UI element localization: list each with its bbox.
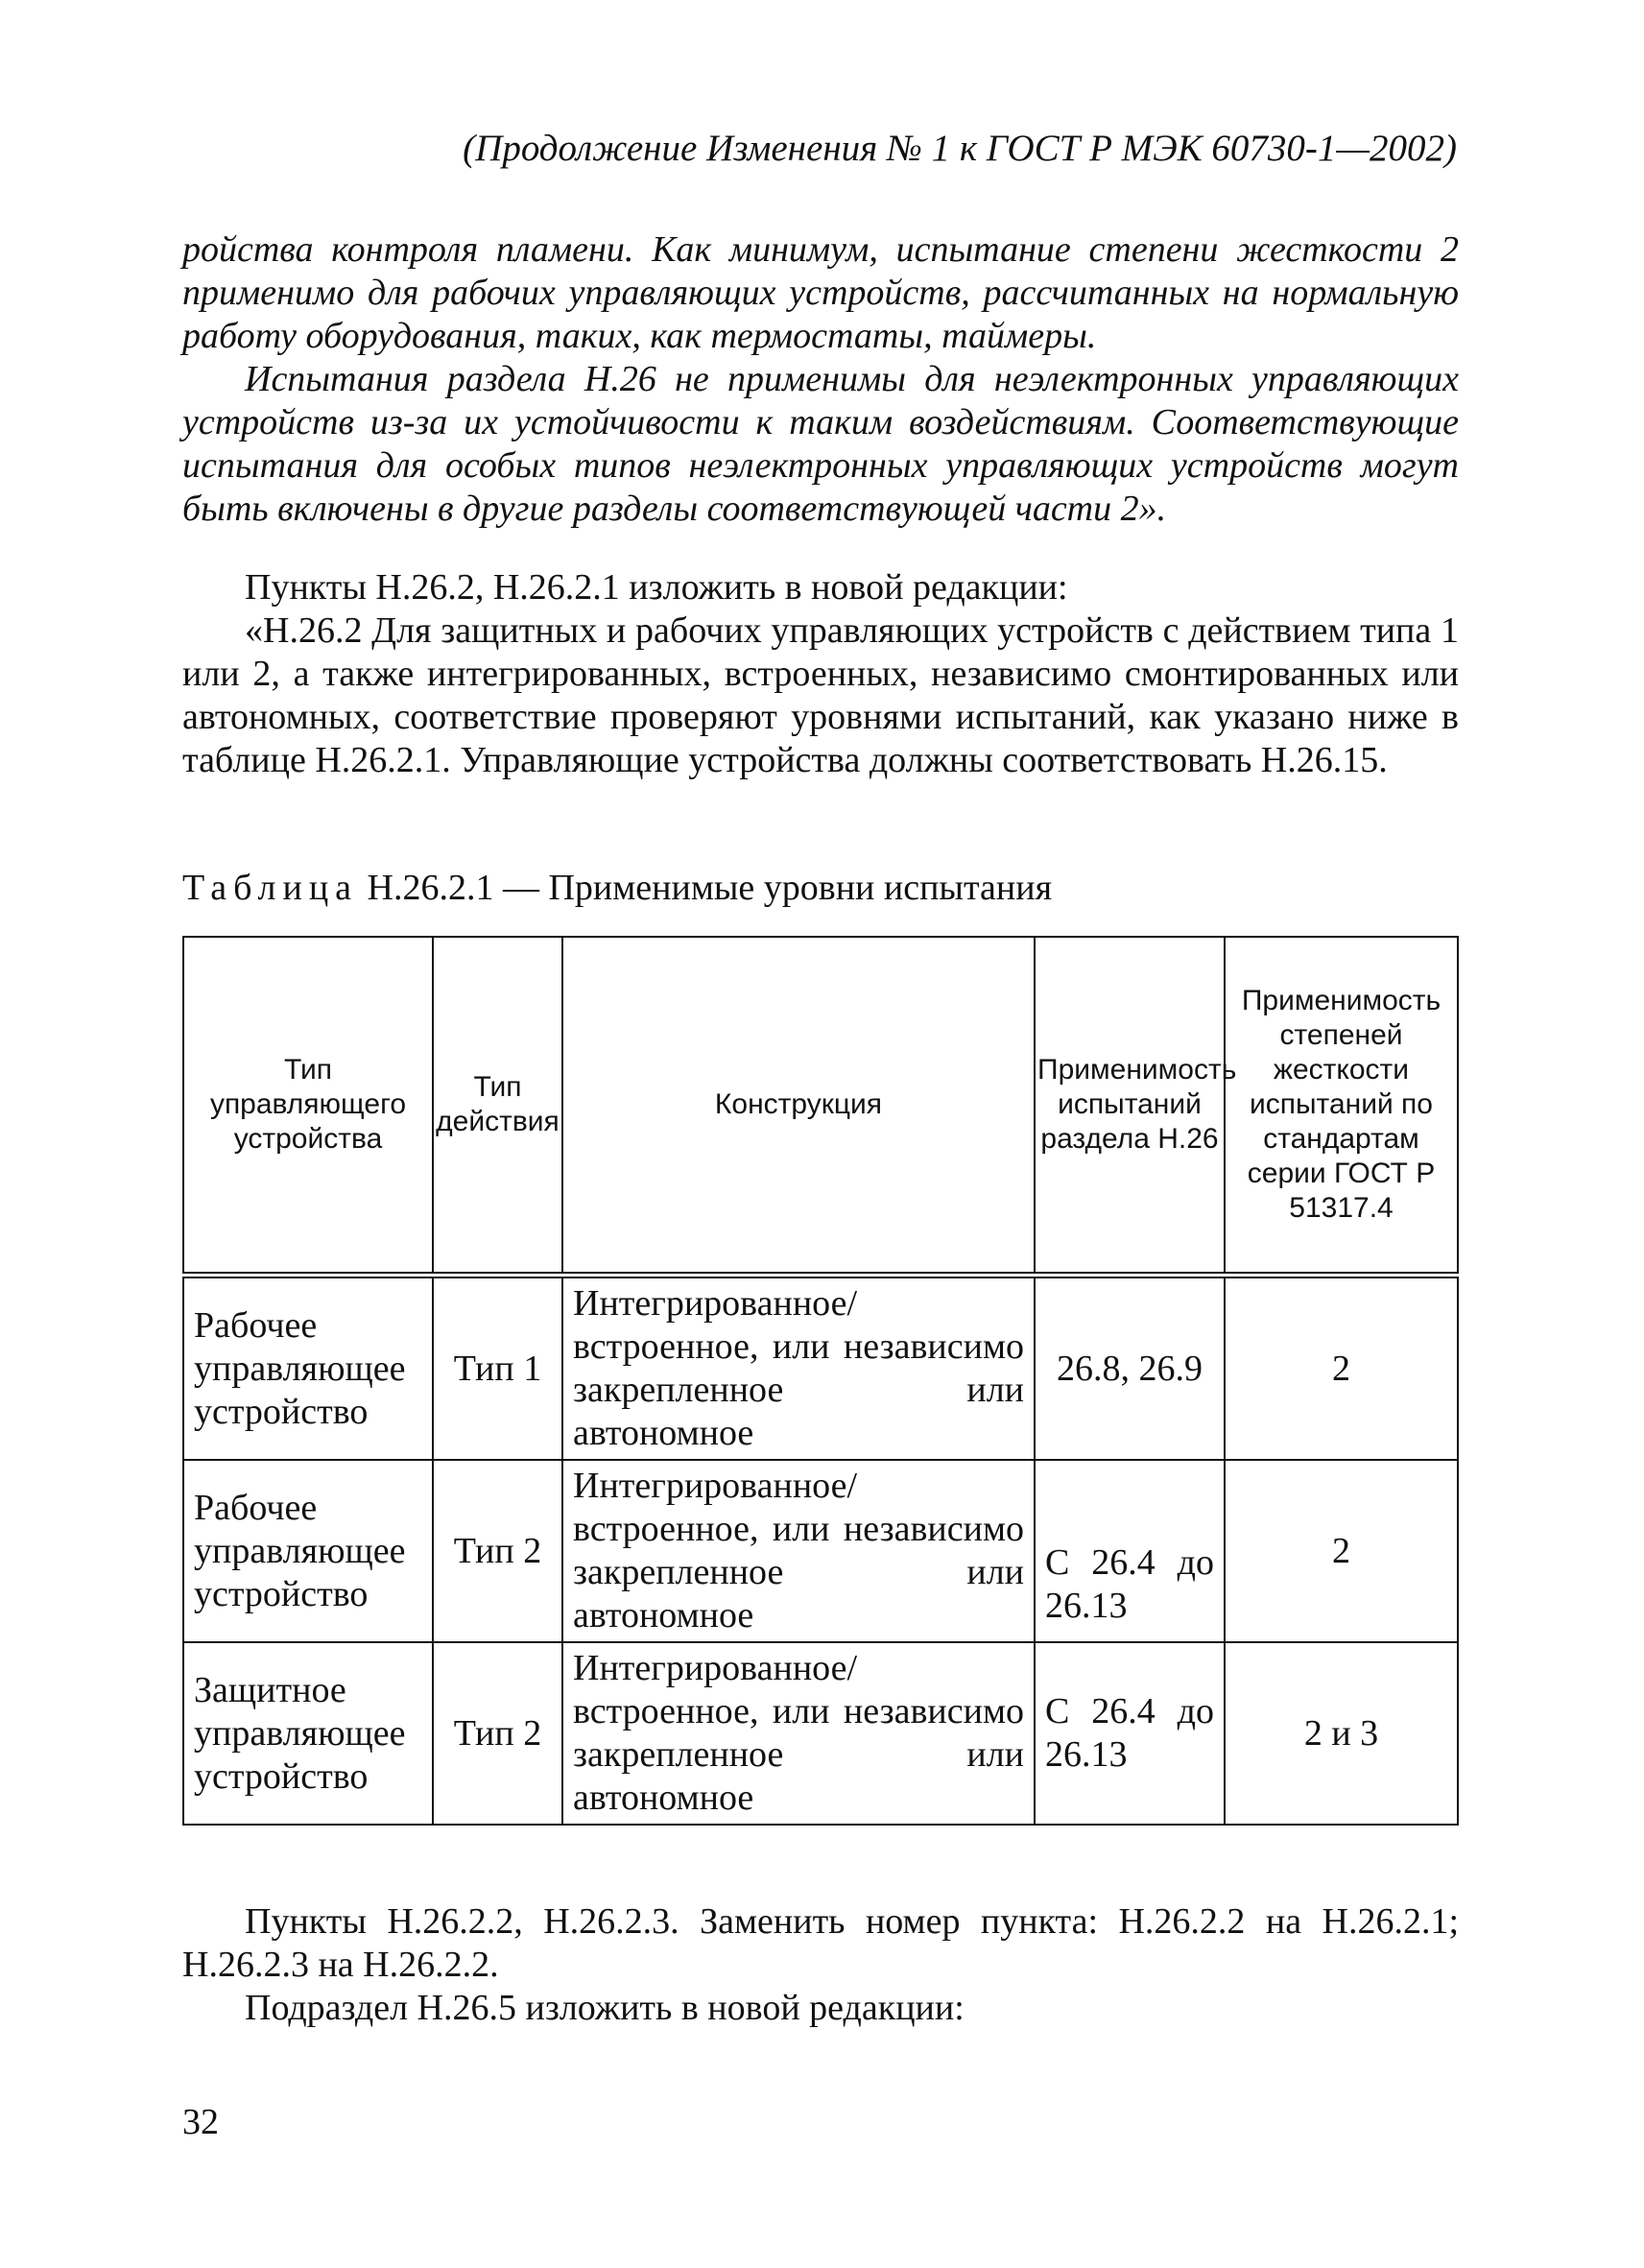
- cell-severity: 2: [1225, 1276, 1458, 1461]
- paragraph-non-electronic: Испытания раздела Н.26 не применимы для неэлектронных управляющих устройств из-за их устойчивости к таким воздействиям. Соответствующие испытания для особых типов неэлектронных управляющих устройств могут быть включены в другие разделы соответствующей части 2».: [182, 359, 1459, 529]
- cell-tests: С 26.4 до 26.13: [1035, 1642, 1225, 1825]
- cell-tests: С 26.4 до 26.13: [1035, 1460, 1225, 1642]
- cell-construction: Интегрированное/встроенное, или независимо закрепленное или автономное: [562, 1276, 1035, 1461]
- paragraph-new-edition: Пункты Н.26.2, Н.26.2.1 изложить в новой редакции:: [245, 567, 1068, 608]
- cell-device-type: Рабочее управляющее устройство: [183, 1460, 433, 1642]
- closing-text-block: [182, 1900, 1459, 2030]
- header-action-type: Тип действия: [433, 937, 562, 1276]
- header-construction: Конструкция: [562, 937, 1035, 1276]
- header-severity-applicability: Применимость степеней жесткости испытаний по стандартам серии ГОСТ Р 51317.4: [1225, 937, 1458, 1276]
- paragraph-renumber: Пункты Н.26.2.2, Н.26.2.3. Заменить номер пункта: Н.26.2.2 на Н.26.2.1; Н.26.2.3 на Н.26.2.2.: [182, 1901, 1459, 1985]
- cell-action-type: Тип 2: [433, 1460, 562, 1642]
- document-header: (Продолжение Изменения № 1 к ГОСТ Р МЭК 60730-1—2002): [463, 128, 1457, 169]
- cell-severity: 2 и 3: [1225, 1642, 1458, 1825]
- header-device-type: Тип управляющего устройства: [183, 937, 433, 1276]
- paragraph-h26-2: «Н.26.2 Для защитных и рабочих управляющих устройств с действием типа 1 или 2, а также интегрированных, встроенных, независимо смонтированных или автономных, соответствие проверяют уровнями испытаний, как указано ниже в таблице Н.26.2.1. Управляющие устройства должны соответствовать Н.26.15.: [182, 610, 1459, 780]
- table-caption-label: Таблица: [182, 868, 359, 908]
- table-header-row: [183, 937, 1458, 1276]
- page-number: 32: [182, 2102, 219, 2142]
- cell-severity: 2: [1225, 1460, 1458, 1642]
- table-row: [183, 1642, 1458, 1825]
- table-caption-text: Н.26.2.1 — Применимые уровни испытания: [367, 868, 1053, 908]
- cell-action-type: Тип 1: [433, 1276, 562, 1461]
- table-row: [183, 1276, 1458, 1461]
- cell-device-type: Защитное управляющее устройство: [183, 1642, 433, 1825]
- italic-text-block: [182, 228, 1459, 531]
- cell-construction: Интегрированное/встроенное, или независимо закрепленное или автономное: [562, 1460, 1035, 1642]
- cell-construction: Интегрированное/встроенное, или независимо закрепленное или автономное: [562, 1642, 1035, 1825]
- cell-device-type: Рабочее управляющее устройство: [183, 1276, 433, 1461]
- cell-action-type: Тип 2: [433, 1642, 562, 1825]
- paragraph-h26-5: Подраздел Н.26.5 изложить в новой редакции:: [245, 1988, 965, 2028]
- cell-tests: 26.8, 26.9: [1035, 1276, 1225, 1461]
- header-test-applicability: Применимость испытаний раздела Н.26: [1035, 937, 1225, 1276]
- paragraph-flame-control: ройства контроля пламени. Как минимум, испытание степени жесткости 2 применимо для рабочих управляющих устройств, рассчитанных на нормальную работу оборудования, таких, как термостаты, таймеры.: [182, 229, 1459, 356]
- table-caption: [182, 866, 1052, 910]
- table-row: [183, 1460, 1458, 1642]
- test-levels-table: [182, 936, 1459, 1826]
- amendment-text-block: [182, 566, 1459, 782]
